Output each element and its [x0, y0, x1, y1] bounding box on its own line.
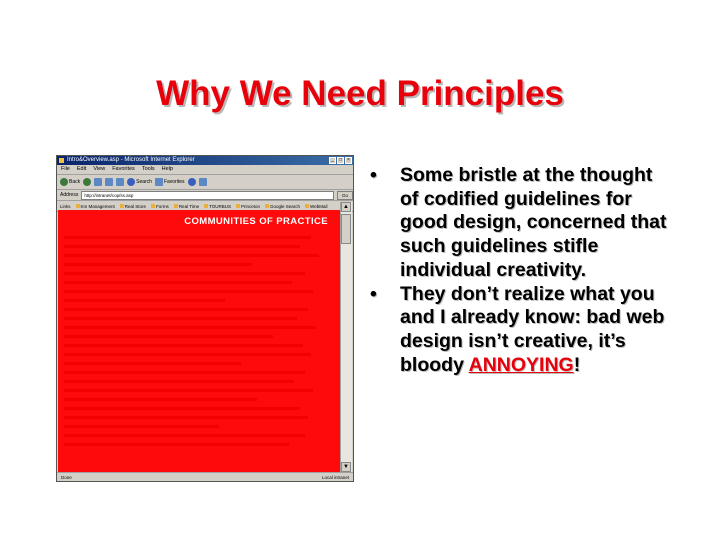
menu-edit[interactable]: Edit: [76, 166, 87, 172]
search-label: Search: [136, 179, 152, 185]
favorites-button[interactable]: [155, 178, 185, 186]
favorites-label: Favorites: [163, 179, 185, 185]
low-contrast-text-block: [64, 236, 332, 452]
go-button[interactable]: Go: [337, 191, 353, 200]
home-icon: [116, 178, 124, 186]
forward-icon: [83, 178, 91, 186]
emphasis-annoying: ANNOYING: [468, 353, 574, 376]
minimize-icon[interactable]: _: [329, 157, 336, 164]
back-icon: [60, 178, 68, 186]
link-item[interactable]: Princeton: [236, 204, 260, 209]
scroll-thumb[interactable]: [341, 214, 351, 244]
security-zone: Local intranet: [321, 475, 349, 480]
forward-button[interactable]: [83, 178, 91, 186]
window-title: Intro&Overview.asp - Microsoft Internet Explorer: [67, 157, 195, 163]
page-content: [58, 210, 342, 472]
bullet-text-end: !: [573, 353, 581, 376]
close-icon[interactable]: ×: [345, 157, 352, 164]
links-label: Links: [60, 203, 71, 209]
link-item[interactable]: Forms: [151, 204, 169, 209]
mail-button[interactable]: [199, 178, 207, 186]
vertical-scrollbar[interactable]: [340, 202, 352, 472]
address-bar: [57, 190, 353, 201]
menu-tools[interactable]: Tools: [141, 166, 155, 172]
favorites-icon: [155, 178, 163, 186]
menu-favorites[interactable]: Favorites: [112, 166, 135, 172]
address-input[interactable]: http://intranet/cop/ss.asp: [81, 191, 334, 200]
bullet-list: [370, 164, 670, 377]
bullet-marker: •: [370, 282, 377, 305]
maximize-icon[interactable]: □: [338, 157, 343, 163]
address-label: Address: [60, 192, 79, 198]
status-bar: [57, 472, 353, 481]
link-item[interactable]: Real Store: [120, 204, 146, 209]
search-icon: [127, 178, 135, 186]
stop-button[interactable]: [94, 178, 102, 186]
menu-bar: [57, 165, 353, 175]
bullet-marker: •: [370, 164, 377, 186]
link-item[interactable]: WebMail: [305, 204, 327, 209]
menu-file[interactable]: File: [61, 166, 70, 172]
bullet-text: They don’t realize what you and I already know: bad web design isn’t creative, it’s bloody: [400, 282, 665, 376]
menu-view[interactable]: View: [93, 166, 106, 172]
refresh-icon: [105, 178, 113, 186]
back-label: Back: [69, 179, 81, 185]
back-button[interactable]: [60, 178, 80, 186]
link-item[interactable]: Km Management: [76, 204, 115, 209]
bullet-text: Some bristle at the thought of codified guidelines for good design, concerned that such guidelines stifle individual creativity.: [400, 164, 667, 281]
search-button[interactable]: [127, 178, 152, 186]
ie-icon: [59, 158, 64, 163]
bullet-item: [370, 164, 670, 283]
window-controls: [329, 157, 352, 164]
mail-icon: [199, 178, 207, 186]
scroll-down-icon[interactable]: ▼: [341, 462, 351, 472]
browser-toolbar: [57, 175, 353, 190]
stop-icon: [94, 178, 102, 186]
history-button[interactable]: [188, 178, 196, 186]
link-item[interactable]: Real Time: [174, 204, 199, 209]
browser-titlebar: [57, 156, 353, 165]
slide-title: Why We Need Principles: [156, 74, 564, 113]
page-heading: COMMUNITIES OF PRACTICE: [184, 216, 328, 227]
menu-help[interactable]: Help: [161, 166, 173, 172]
status-text: Done: [61, 475, 72, 480]
home-button[interactable]: [116, 178, 124, 186]
refresh-button[interactable]: [105, 178, 113, 186]
history-icon: [188, 178, 196, 186]
bullet-item: [370, 283, 670, 378]
browser-screenshot: [56, 155, 354, 482]
scroll-up-icon[interactable]: ▲: [341, 202, 351, 212]
link-item[interactable]: Google Search: [265, 204, 300, 209]
link-item[interactable]: TOURBUS: [204, 204, 231, 209]
